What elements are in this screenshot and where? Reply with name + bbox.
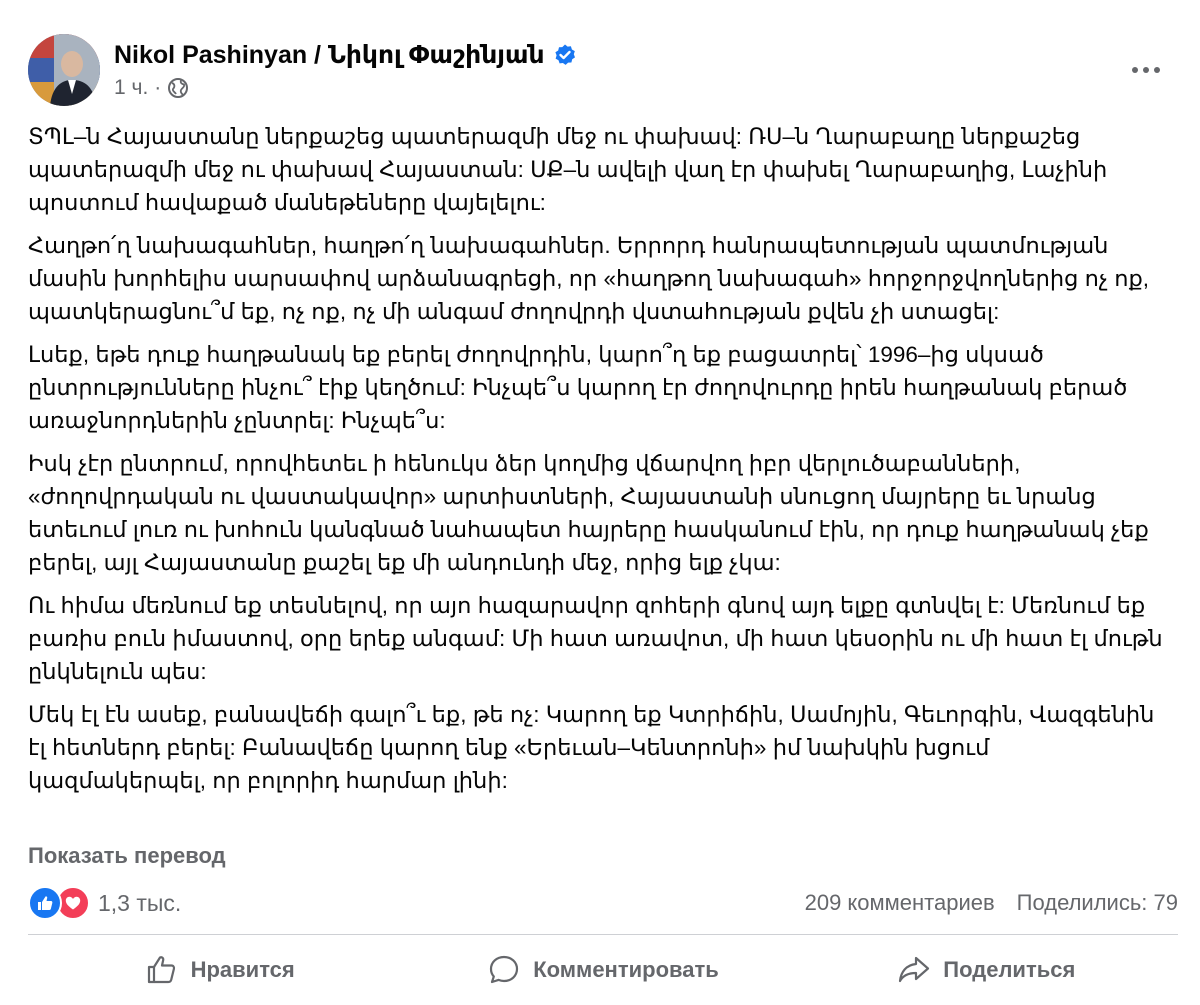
post-meta <box>114 76 189 100</box>
post-header <box>28 34 1178 110</box>
post-paragraph-6: Մեկ էլ էն ասեք, բանավեճի գալո՞ւ եք, թե ոչ: Կարող եք Կտրիճին, Սամոյին, Գեւորգին, Վազգենին էլ հետներդ բերել: Բանավեճը կարող ենք «Երեւան–Կենտրոնի» իմ նախկին խցում կազմակերպել, որ բոլորիդ հարմար լինի: <box>28 702 1155 793</box>
comment-button[interactable] <box>411 942 794 998</box>
post-text <box>28 120 1173 807</box>
post-paragraph-1: ՏՊԼ–ն Հայաստանը ներքաշեց պատերազմի մեջ ու փախավ: ՌՍ–ն Ղարաբաղը ներքաշեց պատերազմի մեջ ու փախավ Հայաստան: ՍՔ–ն ավելի վաղ էր փախել Ղարաբաղից, Լաչինի պոստում հավաքած մանեթեները վայելելու: <box>28 124 1108 215</box>
thumbs-up-icon <box>145 953 179 987</box>
globe-icon[interactable] <box>167 77 189 99</box>
author-name[interactable]: Nikol Pashinyan / Նիկոլ Փաշինյան <box>114 41 545 69</box>
post-time[interactable]: 1 ч. <box>114 76 149 99</box>
comments-count[interactable]: 209 комментариев <box>804 890 995 915</box>
reactions-summary[interactable] <box>28 886 181 920</box>
comment-label: Комментировать <box>533 957 719 982</box>
shares-count[interactable]: Поделились: 79 <box>1016 890 1178 915</box>
post-actions-bar <box>28 942 1178 998</box>
comment-bubble-icon <box>487 953 521 987</box>
like-button[interactable] <box>28 942 411 998</box>
like-reaction-icon <box>28 886 62 920</box>
post-paragraph-2: Հաղթո՛ղ նախագահներ, հաղթո՛ղ նախագահներ. Երրորդ հանրապետության պատմության մասին խորհելիս սարսափով արձանագրեցի, որ «հաղթող նախագահ» հորջորջվողներից ոչ ոք, պատկերացնու՞մ եք, ոչ ոք, ոչ մի անգամ ժողովրդի վստահության քվեն չի ստացել: <box>28 233 1150 324</box>
actions-divider <box>28 934 1178 935</box>
post-paragraph-4: Իսկ չէր ընտրում, որովհետեւ ի հենուկս ձեր կողմից վճարվող իբր վերլուծաբանների, «ժողովրդական ու վաստակավոր» արտիստների, Հայաստանի սնուցող մայրերը եւ նրանց ետեւում լուռ ու խոհուն կանգնած նահապետ հայրերը հասկանում էին, որ դուք հաղթանակ չեք բերել, այլ Հայաստանը քաշել եք մի անդունդի մեջ, որից ելք չկա: <box>28 451 1149 575</box>
verified-badge-icon <box>553 43 577 67</box>
share-label: Поделиться <box>943 957 1076 982</box>
author-name-row <box>114 40 577 70</box>
like-label: Нравится <box>190 957 295 982</box>
comment-share-stats <box>805 890 1178 916</box>
share-button[interactable] <box>795 942 1178 998</box>
post-paragraph-5: Ու հիմա մեռնում եք տեսնելով, որ այո հազարավոր զոհերի գնով այդ ելքը գտնվել է: Մեռնում եք բառիս բուն իմաստով, օրը երեք անգամ: Մի հատ առավոտ, մի հատ կեսօրին ու մի հատ էլ մութն ընկնելուն պես: <box>28 593 1163 684</box>
reactions-count: 1,3 тыс. <box>98 889 182 916</box>
meta-separator: · <box>154 76 162 99</box>
share-arrow-icon <box>897 953 931 987</box>
post-paragraph-3: Լսեք, եթե դուք հաղթանակ եք բերել ժողովրդին, կարո՞ղ եք բացատրել՝ 1996–ից սկսած ընտրությունները ինչու՞ էիք կեղծում: Ինչպե՞ս կարող էր ժողովուրդը իրեն հաղթանակ բերած առաջնորդներին չընտրել: Ինչպե՞ս: <box>28 342 1128 433</box>
more-options-icon[interactable] <box>1126 50 1166 90</box>
engagement-stats <box>28 884 1178 924</box>
author-avatar[interactable] <box>28 34 100 106</box>
show-translation-link[interactable]: Показать перевод <box>28 843 226 868</box>
